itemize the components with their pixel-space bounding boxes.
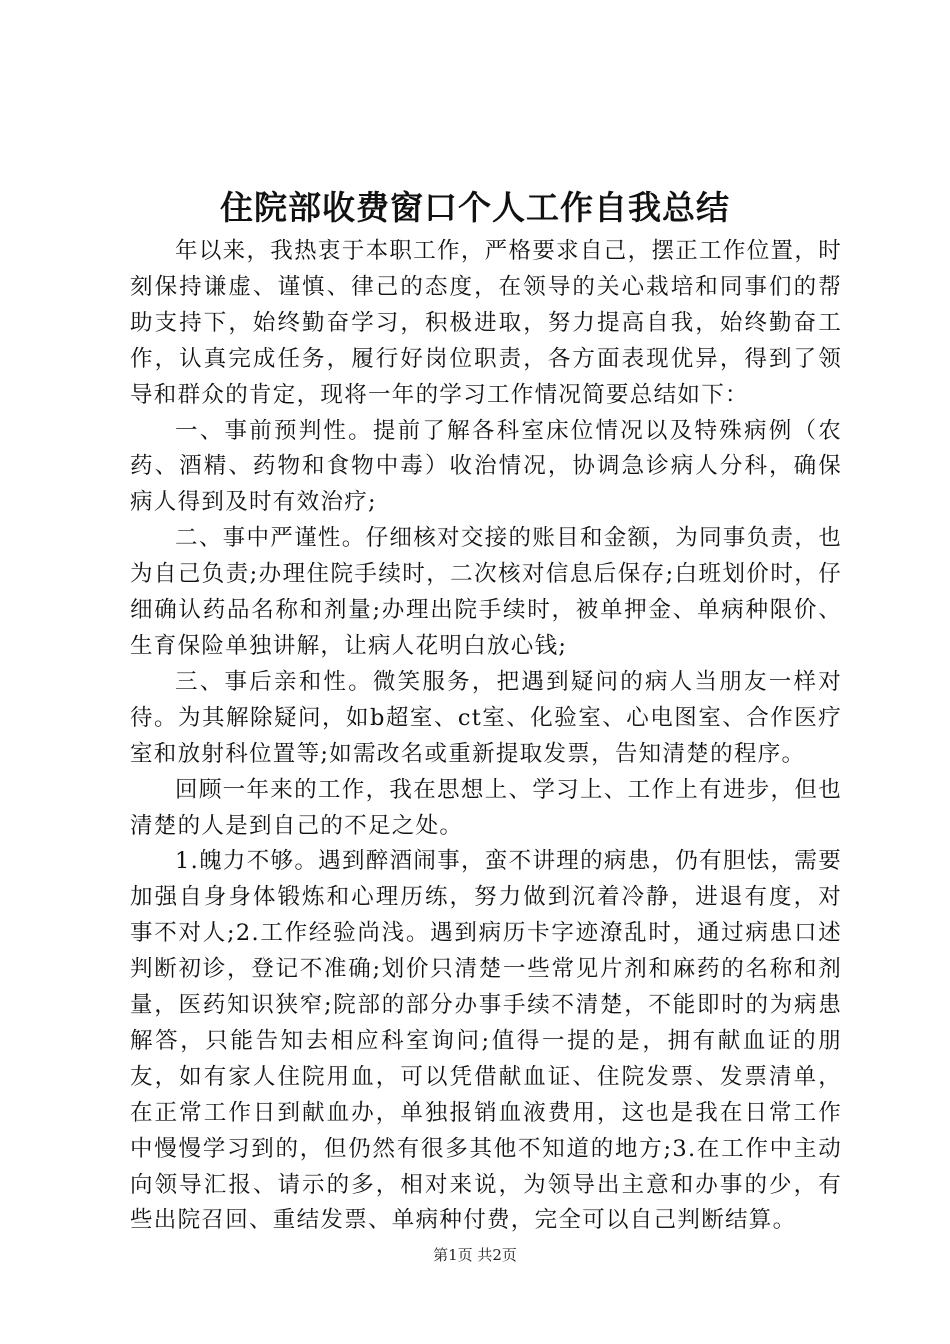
paragraph-review: 回顾一年来的工作，我在思想上、学习上、工作上有进步，但也清楚的人是到自己的不足之处。 xyxy=(130,776,842,839)
paragraph-section-2: 二、事中严谨性。仔细核对交接的账目和金额，为同事负责，也为自己负责;办理住院手续时，二次核对信息后保存;白班划价时，仔细确认药品名称和剂量;办理出院手续时，被单押金、单病种限价、生育保险单独讲解，让病人花明白放心钱; xyxy=(130,525,842,659)
paragraph-intro: 年以来，我热衷于本职工作，严格要求自己，摆正工作位置，时刻保持谦虚、谨慎、律己的态度，在领导的关心栽培和同事们的帮助支持下，始终勤奋学习，积极进取，努力提高自我，始终勤奋工作，认真完成任务，履行好岗位职责，各方面表现优异，得到了领导和群众的肯定，现将一年的学习工作情况简要总结如下： xyxy=(130,238,842,408)
document-body xyxy=(130,234,842,1239)
paragraph-section-3: 三、事后亲和性。微笑服务，把遇到疑问的病人当朋友一样对待。为其解除疑问，如b超室、ct室、化验室、心电图室、合作医疗室和放射科位置等;如需改名或重新提取发票，告知清楚的程序。 xyxy=(130,668,842,767)
document-title: 住院部收费窗口个人工作自我总结 xyxy=(220,188,730,227)
paragraph-section-1: 一、事前预判性。提前了解各科室床位情况以及特殊病例（农药、酒精、药物和食物中毒）收治情况，协调急诊病人分科，确保病人得到及时有效治疗; xyxy=(130,417,842,516)
page-number-footer: 第1页 共2页 xyxy=(433,1246,517,1264)
paragraph-shortcomings: 1.魄力不够。遇到醉酒闹事，蛮不讲理的病患，仍有胆怯，需要加强自身身体锻炼和心理历练，努力做到沉着冷静，进退有度，对事不对人;2.工作经验尚浅。遇到病历卡字迹潦乱时，通过病患口述判断初诊，登记不准确;划价只清楚一些常见片剂和麻药的名称和剂量，医药知识狭窄;院部的部分办事手续不清楚，不能即时的为病患解答，只能告知去相应科室询问;值得一提的是，拥有献血证的朋友，如有家人住院用血，可以凭借献血证、住院发票、发票清单，在正常工作日到献血办，单独报销血液费用，这也是我在日常工作中慢慢学习到的，但仍然有很多其他不知道的地方;3.在工作中主动向领导汇报、请示的多，相对来说，为领导出主意和办事的少，有些出院召回、重结发票、单病种付费，完全可以自己判断结算。 xyxy=(130,848,842,1234)
